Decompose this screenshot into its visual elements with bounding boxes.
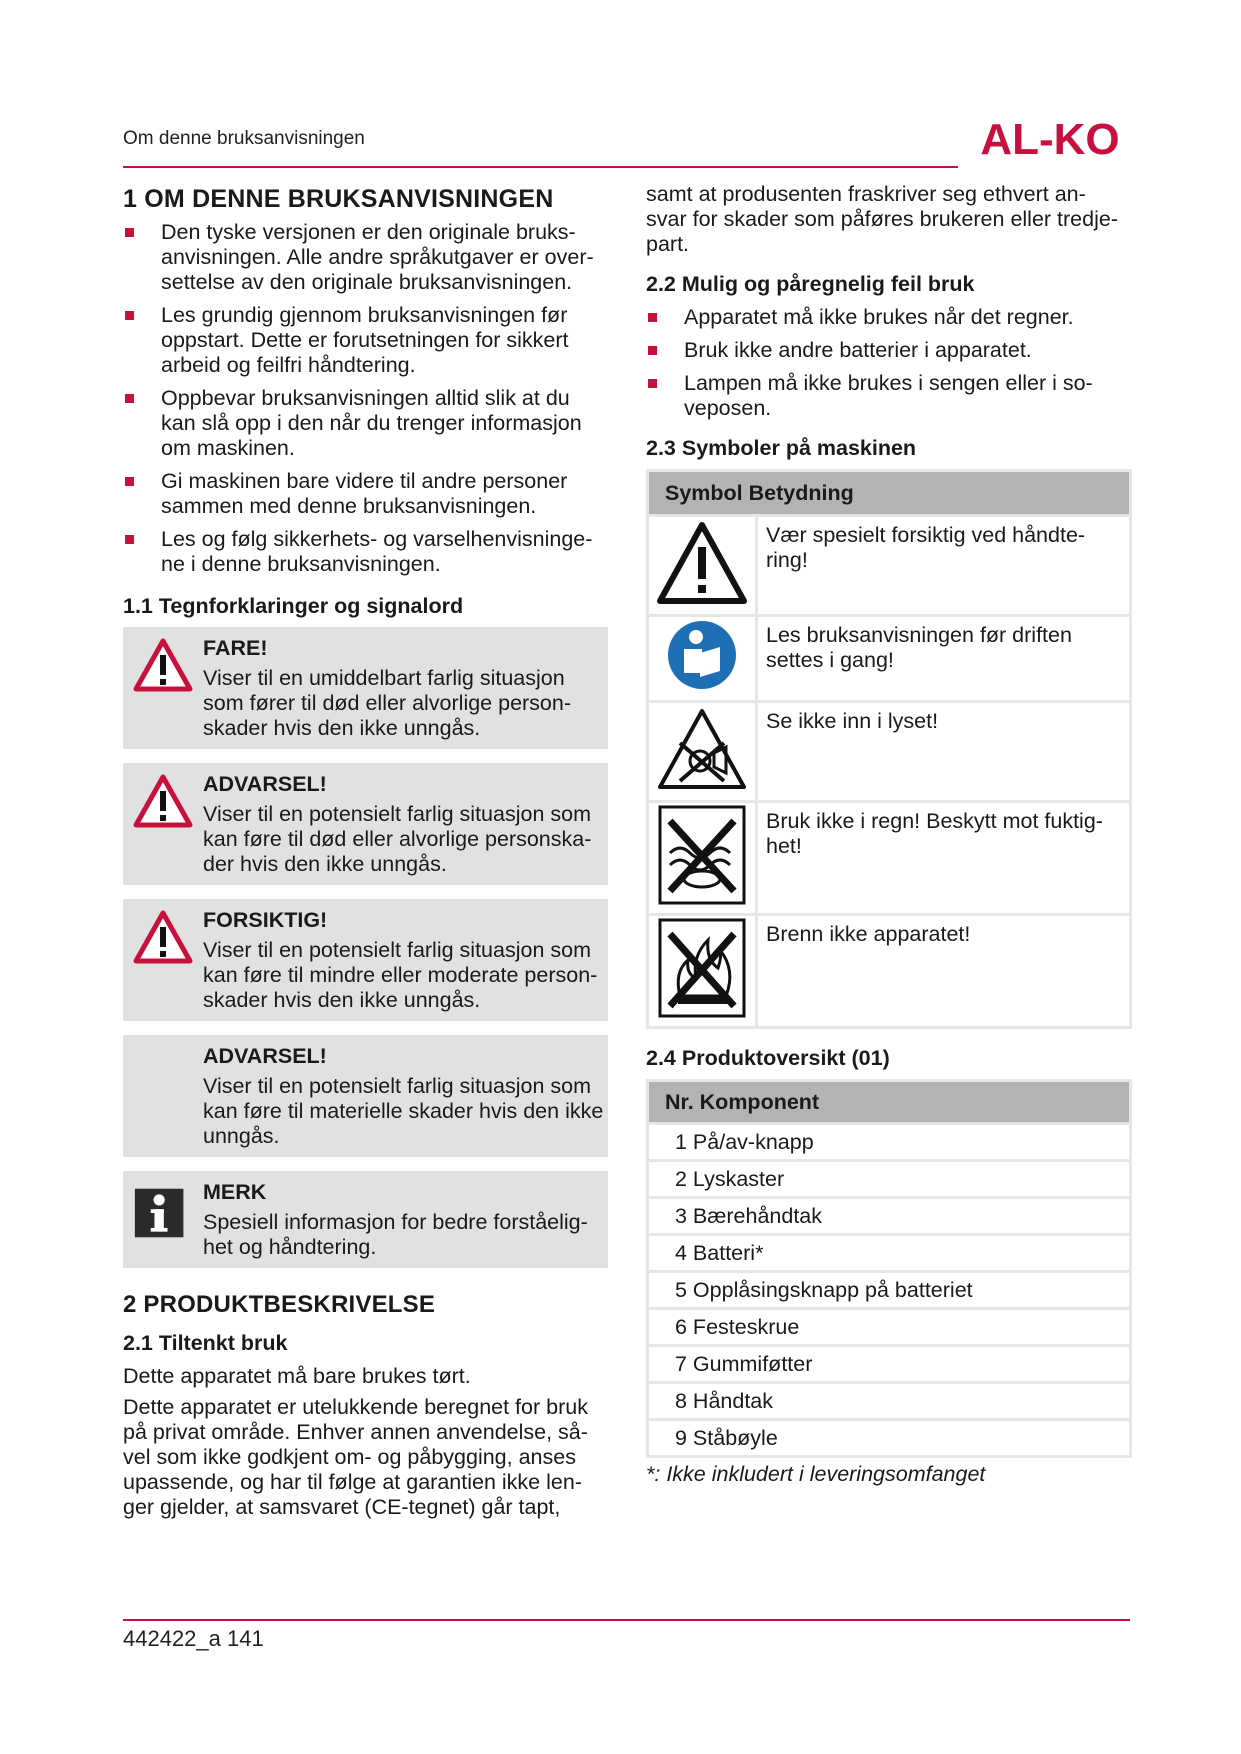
paragraph: Dette apparatet må bare brukes tørt. (123, 1364, 471, 1388)
warning-triangle-icon (133, 637, 193, 693)
table-row: 1 På/av-knapp (648, 1124, 1131, 1161)
list-item: Den tyske versjonen er den originale bruks- anvisningen. Alle andre språkutgaver er over- settelse av den originale bruksanvisningen. (123, 220, 608, 295)
table-header: Nr. Komponent (648, 1081, 1131, 1124)
page-number: 442422_a 141 (123, 1626, 264, 1651)
signal-box-property-warning (123, 1035, 608, 1157)
symbol-meaning: Bruk ikke i regn! Beskytt mot fuktig- het! (757, 802, 1131, 915)
list-item: Lampen må ikke brukes i sengen eller i so- veposen. (646, 371, 1131, 421)
section-2-heading: 2 PRODUKTBESKRIVELSE (123, 1291, 436, 1318)
table-row: 3 Bærehåndtak (648, 1198, 1131, 1235)
section-2-4-heading: 2.4 Produktoversikt (01) (646, 1046, 890, 1070)
signal-title: MERK (203, 1180, 267, 1204)
paragraph: Dette apparatet er utelukkende beregnet for bruk på privat område. Enhver annen anvendelse, så- vel som ikke godkjent om- og påbygging, anses upassende, og har til følge at garantien ikke len- ger gjelder, at samsvaret (CE-tegnet) går tapt, (123, 1395, 588, 1519)
table-row: 4 Batteri* (648, 1235, 1131, 1272)
header-rule (123, 166, 958, 168)
list-item: Les grundig gjennom bruksanvisningen før oppstart. Dette er forutsetningen for sikkert arbeid og feilfri håndtering. (123, 303, 608, 378)
signal-text: Viser til en potensielt farlig situasjon som kan føre til død eller alvorlige personska- der hvis den ikke unngås. (203, 802, 592, 876)
symbol-table (646, 469, 1132, 1029)
info-icon (133, 1185, 189, 1241)
signal-text: Viser til en potensielt farlig situasjon som kan føre til mindre eller moderate person- skader hvis den ikke unngås. (203, 938, 598, 1012)
left-column (123, 184, 608, 1526)
section-2-1-heading: 2.1 Tiltenkt bruk (123, 1331, 288, 1355)
logo-text: AL-KO (980, 116, 1120, 162)
brand-logo (970, 116, 1130, 162)
no-look-into-light-icon (654, 703, 750, 793)
read-manual-icon (662, 617, 742, 693)
component-table (646, 1079, 1132, 1458)
footer-rule (123, 1619, 1130, 1621)
list-item: Les og følg sikkerhets- og varselhenvisninge- ne i denne bruksanvisningen. (123, 527, 608, 577)
signal-title: FORSIKTIG! (203, 908, 328, 932)
section-1-heading: 1 OM DENNE BRUKSANVISNINGEN (123, 185, 554, 213)
section-1-list (123, 220, 608, 577)
table-row: 5 Opplåsingsknapp på batteriet (648, 1272, 1131, 1309)
no-burn-icon (656, 916, 748, 1020)
paragraph-continued: samt at produsenten fraskriver seg ethvert an- svar for skader som påføres brukeren eller tredje- part. (646, 182, 1118, 256)
footnote: *: Ikke inkludert i leveringsomfanget (646, 1462, 986, 1486)
signal-title: ADVARSEL! (203, 1044, 327, 1068)
signal-box-note (123, 1171, 608, 1268)
signal-box-warning (123, 763, 608, 885)
list-item: Bruk ikke andre batterier i apparatet. (646, 338, 1131, 363)
warning-triangle-icon (133, 909, 193, 965)
list-item: Gi maskinen bare videre til andre personer sammen med denne bruksanvisningen. (123, 469, 608, 519)
right-column (646, 182, 1131, 1487)
symbol-meaning: Les bruksanvisningen før driften settes i gang! (757, 616, 1131, 702)
section-1-1-heading: 1.1 Tegnforklaringer og signalord (123, 594, 464, 618)
signal-text: Spesiell informasjon for bedre forståelig- het og håndtering. (203, 1210, 588, 1259)
table-header: Symbol Betydning (648, 471, 1131, 516)
table-row: 9 Ståbøyle (648, 1420, 1131, 1457)
signal-title: FARE! (203, 636, 268, 660)
section-2-2-heading: 2.2 Mulig og påregnelig feil bruk (646, 272, 975, 296)
signal-box-danger (123, 627, 608, 749)
section-2-2-list (646, 305, 1131, 421)
table-row: 2 Lyskaster (648, 1161, 1131, 1198)
section-2-3-heading: 2.3 Symboler på maskinen (646, 436, 917, 460)
symbol-meaning: Se ikke inn i lyset! (757, 702, 1131, 802)
list-item: Apparatet må ikke brukes når det regner. (646, 305, 1131, 330)
caution-triangle-icon (654, 517, 750, 607)
table-row: 6 Festeskrue (648, 1309, 1131, 1346)
no-rain-icon (656, 803, 748, 907)
table-row: 7 Gummiføtter (648, 1346, 1131, 1383)
list-item: Oppbevar bruksanvisningen alltid slik at du kan slå opp i den når du trenger informasjon om maskinen. (123, 386, 608, 461)
signal-text: Viser til en potensielt farlig situasjon som kan føre til materielle skader hvis den ikke unngås. (203, 1074, 604, 1148)
running-header: Om denne bruksanvisningen (123, 128, 365, 149)
signal-text: Viser til en umiddelbart farlig situasjon som fører til død eller alvorlige person- skader hvis den ikke unngås. (203, 666, 572, 740)
table-row: 8 Håndtak (648, 1383, 1131, 1420)
symbol-meaning: Vær spesielt forsiktig ved håndte- ring! (757, 516, 1131, 616)
signal-box-caution (123, 899, 608, 1021)
signal-title: ADVARSEL! (203, 772, 327, 796)
warning-triangle-icon (133, 773, 193, 829)
symbol-meaning: Brenn ikke apparatet! (757, 915, 1131, 1028)
